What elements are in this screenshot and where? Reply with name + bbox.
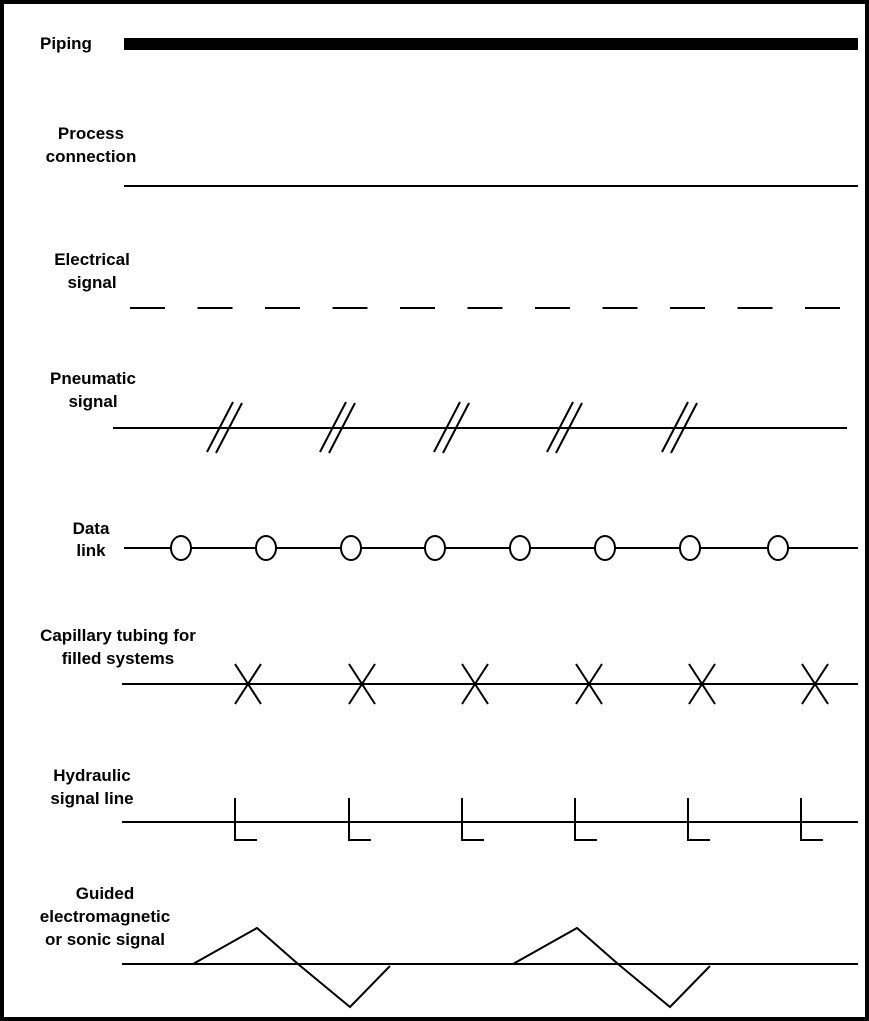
label-electrical-signal: Electrical signal <box>54 250 130 292</box>
label-hydraulic-signal-line: Hydraulic signal line <box>50 766 134 808</box>
hydraulic-l-mark <box>801 798 823 840</box>
hydraulic-l-mark <box>575 798 597 840</box>
data-link-node <box>510 536 530 560</box>
data-link-node <box>341 536 361 560</box>
data-link-node <box>595 536 615 560</box>
hydraulic-l-mark <box>349 798 371 840</box>
data-link-node <box>171 536 191 560</box>
hydraulic-l-mark <box>462 798 484 840</box>
data-link-node <box>680 536 700 560</box>
guided-signal-wave <box>513 928 710 1007</box>
label-guided-signal: Guided electromagnetic or sonic signal <box>39 884 171 949</box>
data-link-node <box>256 536 276 560</box>
hydraulic-l-mark <box>235 798 257 840</box>
label-capillary-tubing: Capillary tubing for filled systems <box>40 626 196 668</box>
guided-signal-wave <box>193 928 390 1007</box>
hydraulic-l-mark <box>688 798 710 840</box>
label-pneumatic-signal: Pneumatic signal <box>50 369 136 411</box>
label-piping: Piping <box>40 34 92 53</box>
label-data-link: Data link <box>72 519 110 560</box>
data-link-node <box>768 536 788 560</box>
label-process-connection: Process connection <box>45 124 137 166</box>
piping-line <box>124 38 858 50</box>
data-link-node <box>425 536 445 560</box>
